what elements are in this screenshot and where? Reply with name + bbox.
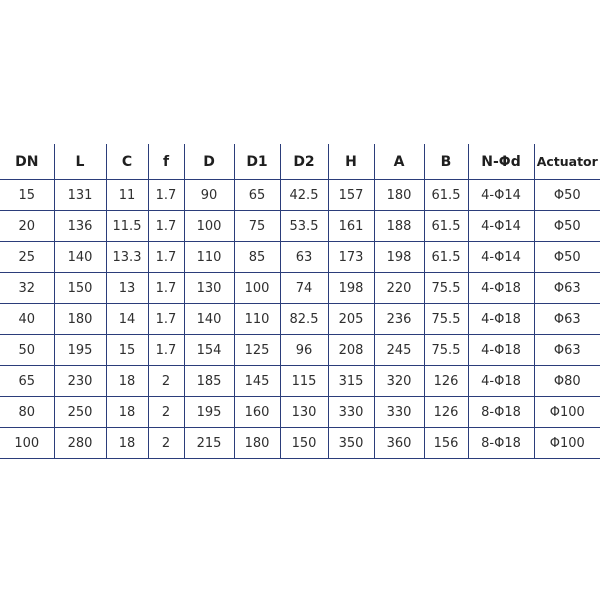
cell-d2: 96 — [280, 335, 328, 366]
cell-actuator: Φ80 — [534, 366, 600, 397]
cell-dn: 80 — [0, 397, 54, 428]
cell-actuator: Φ63 — [534, 335, 600, 366]
cell-d2: 74 — [280, 273, 328, 304]
cell-d1: 160 — [234, 397, 280, 428]
column-header-h: H — [328, 144, 374, 180]
cell-actuator: Φ63 — [534, 273, 600, 304]
cell-a: 360 — [374, 428, 424, 459]
cell-l: 136 — [54, 211, 106, 242]
cell-f: 2 — [148, 366, 184, 397]
cell-d2: 150 — [280, 428, 328, 459]
cell-n-phi-d: 8-Φ18 — [468, 428, 534, 459]
cell-d: 100 — [184, 211, 234, 242]
cell-dn: 40 — [0, 304, 54, 335]
column-header-dn: DN — [0, 144, 54, 180]
cell-f: 1.7 — [148, 242, 184, 273]
cell-a: 188 — [374, 211, 424, 242]
cell-dn: 25 — [0, 242, 54, 273]
cell-n-phi-d: 4-Φ18 — [468, 273, 534, 304]
cell-b: 61.5 — [424, 180, 468, 211]
cell-a: 220 — [374, 273, 424, 304]
cell-d: 110 — [184, 242, 234, 273]
cell-f: 1.7 — [148, 335, 184, 366]
cell-b: 126 — [424, 366, 468, 397]
cell-l: 131 — [54, 180, 106, 211]
table-body — [0, 180, 600, 459]
cell-b: 156 — [424, 428, 468, 459]
cell-d: 195 — [184, 397, 234, 428]
column-header-d1: D1 — [234, 144, 280, 180]
cell-h: 315 — [328, 366, 374, 397]
cell-f: 2 — [148, 397, 184, 428]
cell-l: 250 — [54, 397, 106, 428]
cell-dn: 32 — [0, 273, 54, 304]
cell-n-phi-d: 4-Φ14 — [468, 242, 534, 273]
column-header-actuator: Actuator — [534, 144, 600, 180]
table-row — [0, 335, 600, 366]
cell-l: 180 — [54, 304, 106, 335]
cell-n-phi-d: 4-Φ18 — [468, 366, 534, 397]
cell-actuator: Φ50 — [534, 211, 600, 242]
cell-c: 18 — [106, 397, 148, 428]
cell-a: 245 — [374, 335, 424, 366]
cell-h: 205 — [328, 304, 374, 335]
cell-d2: 42.5 — [280, 180, 328, 211]
cell-c: 14 — [106, 304, 148, 335]
cell-d2: 82.5 — [280, 304, 328, 335]
table-row — [0, 180, 600, 211]
cell-d1: 180 — [234, 428, 280, 459]
cell-h: 198 — [328, 273, 374, 304]
cell-b: 126 — [424, 397, 468, 428]
spec-table-container — [0, 144, 600, 459]
column-header-l: L — [54, 144, 106, 180]
cell-h: 350 — [328, 428, 374, 459]
cell-c: 11.5 — [106, 211, 148, 242]
cell-h: 208 — [328, 335, 374, 366]
cell-actuator: Φ63 — [534, 304, 600, 335]
cell-c: 13 — [106, 273, 148, 304]
cell-d1: 110 — [234, 304, 280, 335]
cell-b: 75.5 — [424, 304, 468, 335]
table-row — [0, 428, 600, 459]
cell-f: 1.7 — [148, 304, 184, 335]
cell-l: 140 — [54, 242, 106, 273]
table-header-row — [0, 144, 600, 180]
column-header-f: f — [148, 144, 184, 180]
cell-d1: 145 — [234, 366, 280, 397]
cell-d: 130 — [184, 273, 234, 304]
cell-a: 330 — [374, 397, 424, 428]
cell-f: 1.7 — [148, 273, 184, 304]
dimension-spec-table — [0, 144, 600, 459]
cell-a: 198 — [374, 242, 424, 273]
cell-l: 280 — [54, 428, 106, 459]
cell-l: 150 — [54, 273, 106, 304]
column-header-d2: D2 — [280, 144, 328, 180]
cell-dn: 65 — [0, 366, 54, 397]
cell-d1: 75 — [234, 211, 280, 242]
table-row — [0, 366, 600, 397]
cell-actuator: Φ50 — [534, 242, 600, 273]
cell-d: 140 — [184, 304, 234, 335]
cell-d: 185 — [184, 366, 234, 397]
cell-d: 154 — [184, 335, 234, 366]
cell-h: 173 — [328, 242, 374, 273]
cell-f: 2 — [148, 428, 184, 459]
cell-dn: 100 — [0, 428, 54, 459]
cell-c: 13.3 — [106, 242, 148, 273]
cell-h: 161 — [328, 211, 374, 242]
column-header-c: C — [106, 144, 148, 180]
cell-f: 1.7 — [148, 211, 184, 242]
cell-f: 1.7 — [148, 180, 184, 211]
cell-l: 195 — [54, 335, 106, 366]
cell-dn: 50 — [0, 335, 54, 366]
cell-d1: 100 — [234, 273, 280, 304]
cell-n-phi-d: 8-Φ18 — [468, 397, 534, 428]
cell-d1: 85 — [234, 242, 280, 273]
cell-b: 75.5 — [424, 335, 468, 366]
cell-n-phi-d: 4-Φ14 — [468, 211, 534, 242]
cell-dn: 20 — [0, 211, 54, 242]
table-row — [0, 242, 600, 273]
cell-b: 75.5 — [424, 273, 468, 304]
cell-d: 90 — [184, 180, 234, 211]
cell-d2: 53.5 — [280, 211, 328, 242]
cell-a: 236 — [374, 304, 424, 335]
cell-n-phi-d: 4-Φ18 — [468, 304, 534, 335]
cell-h: 330 — [328, 397, 374, 428]
cell-d: 215 — [184, 428, 234, 459]
cell-d2: 115 — [280, 366, 328, 397]
cell-d2: 130 — [280, 397, 328, 428]
table-row — [0, 304, 600, 335]
cell-dn: 15 — [0, 180, 54, 211]
cell-a: 180 — [374, 180, 424, 211]
cell-b: 61.5 — [424, 211, 468, 242]
cell-c: 11 — [106, 180, 148, 211]
cell-d1: 125 — [234, 335, 280, 366]
cell-actuator: Φ100 — [534, 397, 600, 428]
cell-a: 320 — [374, 366, 424, 397]
column-header-d: D — [184, 144, 234, 180]
cell-h: 157 — [328, 180, 374, 211]
column-header-n-phi-d: N-Φd — [468, 144, 534, 180]
cell-d1: 65 — [234, 180, 280, 211]
cell-b: 61.5 — [424, 242, 468, 273]
cell-n-phi-d: 4-Φ18 — [468, 335, 534, 366]
cell-c: 15 — [106, 335, 148, 366]
cell-actuator: Φ50 — [534, 180, 600, 211]
cell-n-phi-d: 4-Φ14 — [468, 180, 534, 211]
cell-actuator: Φ100 — [534, 428, 600, 459]
column-header-b: B — [424, 144, 468, 180]
cell-d2: 63 — [280, 242, 328, 273]
column-header-a: A — [374, 144, 424, 180]
cell-l: 230 — [54, 366, 106, 397]
cell-c: 18 — [106, 428, 148, 459]
table-row — [0, 211, 600, 242]
table-row — [0, 273, 600, 304]
cell-c: 18 — [106, 366, 148, 397]
table-row — [0, 397, 600, 428]
